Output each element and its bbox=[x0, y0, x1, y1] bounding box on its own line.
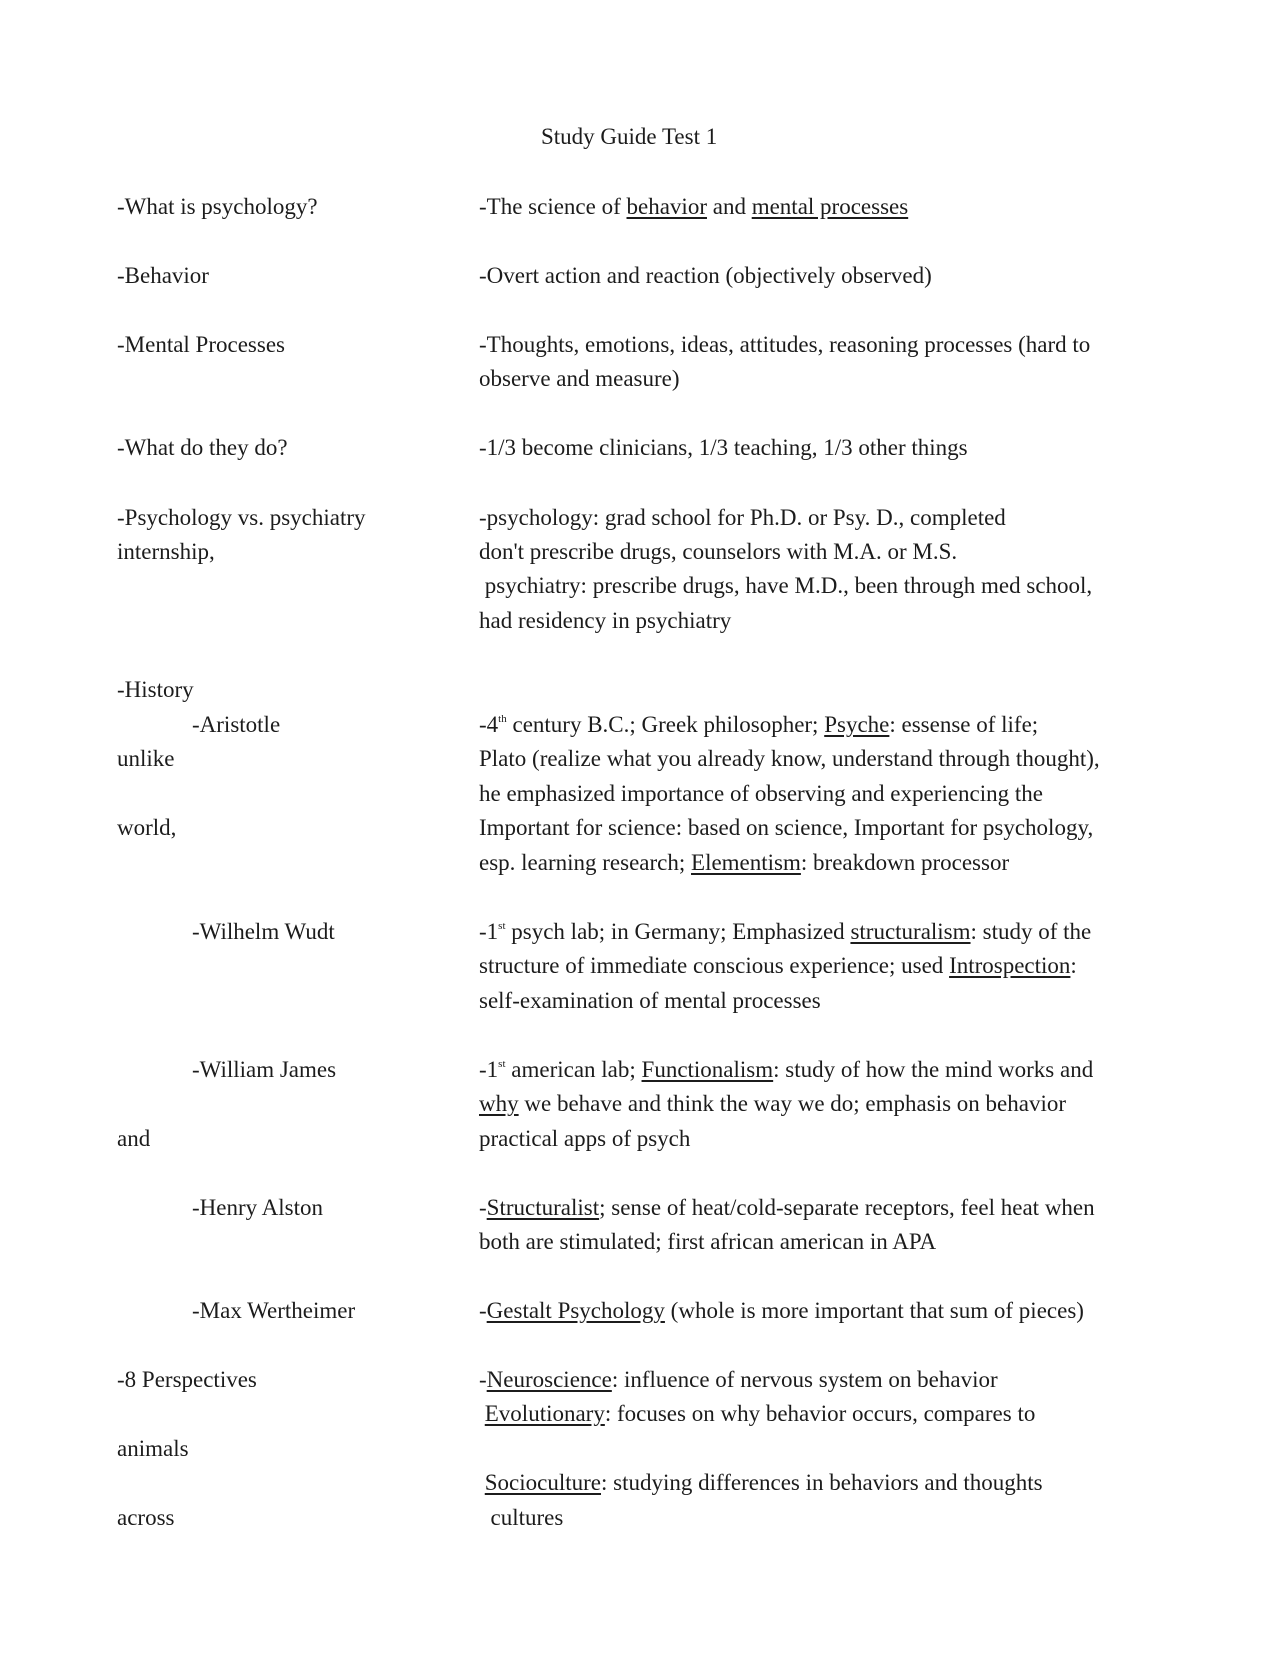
def-psychology-vs-psychiatry-line: -psychology: grad school for Ph.D. or Psy. D., completed bbox=[479, 505, 1006, 530]
term-psychology-vs-psychiatry-cont: internship, bbox=[117, 539, 215, 564]
def-psychology-vs-psychiatry-line: psychiatry: prescribe drugs, have M.D., been through med school, bbox=[479, 573, 1093, 598]
def-mental-processes-line: observe and measure) bbox=[479, 366, 680, 391]
def-mental-processes-line: -Thoughts, emotions, ideas, attitudes, reasoning processes (hard to bbox=[479, 332, 1091, 357]
def-behavior: -Overt action and reaction (objectively observed) bbox=[479, 263, 932, 288]
heading-history: -History bbox=[117, 677, 194, 702]
def-wertheimer-line: -Gestalt Psychology (whole is more important that sum of pieces) bbox=[479, 1298, 1084, 1323]
left-overflow-text: across bbox=[117, 1505, 175, 1530]
term-max-wertheimer: -Max Wertheimer bbox=[192, 1298, 356, 1323]
def-psychology-vs-psychiatry-line: had residency in psychiatry bbox=[479, 608, 732, 633]
def-perspective-socioculture: Socioculture: studying differences in behaviors and thoughts bbox=[484, 1470, 1043, 1495]
def-wundt-line: structure of immediate conscious experience; used Introspection: bbox=[479, 953, 1077, 978]
def-perspective-socioculture-cont: cultures bbox=[479, 1505, 564, 1530]
left-overflow-text: and bbox=[117, 1126, 151, 1151]
left-overflow-text: animals bbox=[117, 1436, 189, 1461]
def-aristotle-line: esp. learning research; Elementism: breakdown processor bbox=[479, 850, 1010, 875]
term-psychology-vs-psychiatry: -Psychology vs. psychiatry bbox=[117, 505, 366, 530]
def-aristotle-line: -4th century B.C.; Greek philosopher; Psyche: essense of life; bbox=[479, 712, 1039, 737]
page-title: Study Guide Test 1 bbox=[541, 124, 718, 149]
term-william-james: -William James bbox=[192, 1057, 337, 1082]
term-what-do-they-do: -What do they do? bbox=[117, 435, 288, 460]
def-what-is-psychology: -The science of behavior and mental processes bbox=[479, 194, 909, 219]
def-wundt-line: self-examination of mental processes bbox=[479, 988, 821, 1013]
term-8-perspectives: -8 Perspectives bbox=[117, 1367, 257, 1392]
def-what-do-they-do: -1/3 become clinicians, 1/3 teaching, 1/3 other things bbox=[479, 435, 968, 460]
def-perspective-evolutionary: Evolutionary: focuses on why behavior occurs, compares to bbox=[484, 1401, 1036, 1426]
left-overflow-text: unlike bbox=[117, 746, 175, 771]
def-perspective-neuroscience: -Neuroscience: influence of nervous system on behavior bbox=[479, 1367, 998, 1392]
def-aristotle-line: Important for science: based on science, Important for psychology, bbox=[479, 815, 1094, 840]
term-aristotle: -Aristotle bbox=[192, 712, 281, 737]
def-james-line: why we behave and think the way we do; emphasis on behavior bbox=[479, 1091, 1066, 1116]
def-james-line: practical apps of psych bbox=[479, 1126, 691, 1151]
def-aristotle-line: Plato (realize what you already know, understand through thought), bbox=[479, 746, 1100, 771]
def-wundt-line: -1st psych lab; in Germany; Emphasized structuralism: study of the bbox=[479, 919, 1092, 944]
def-alston-line: -Structuralist; sense of heat/cold-separate receptors, feel heat when bbox=[479, 1195, 1095, 1220]
term-what-is-psychology: -What is psychology? bbox=[117, 194, 318, 219]
def-alston-line: both are stimulated; first african american in APA bbox=[479, 1229, 937, 1254]
left-overflow-text: world, bbox=[117, 815, 177, 840]
term-mental-processes: -Mental Processes bbox=[117, 332, 285, 357]
term-behavior: -Behavior bbox=[117, 263, 209, 288]
def-psychology-vs-psychiatry-line: don't prescribe drugs, counselors with M.A. or M.S. bbox=[479, 539, 958, 564]
def-james-line: -1st american lab; Functionalism: study of how the mind works and bbox=[479, 1057, 1094, 1082]
term-wilhelm-wundt: -Wilhelm Wudt bbox=[192, 919, 335, 944]
term-henry-alston: -Henry Alston bbox=[192, 1195, 323, 1220]
def-aristotle-line: he emphasized importance of observing and experiencing the bbox=[479, 781, 1043, 806]
